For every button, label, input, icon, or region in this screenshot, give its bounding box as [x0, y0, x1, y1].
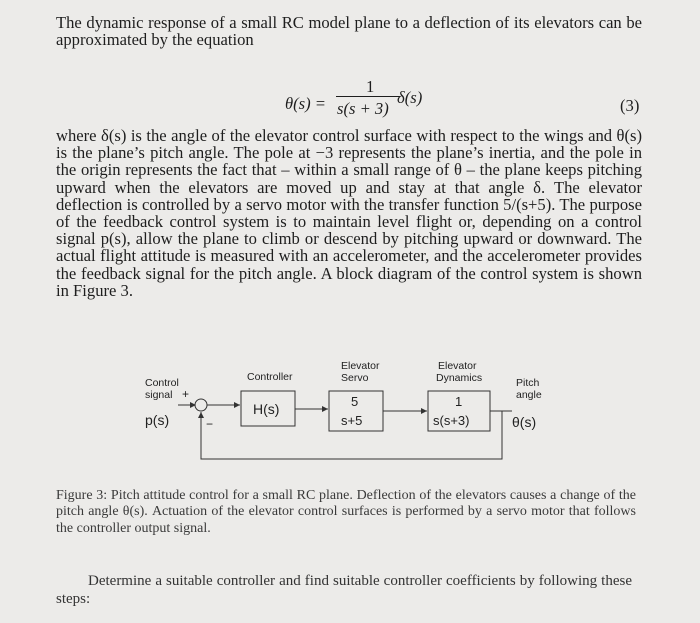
servo-arrowhead	[322, 406, 328, 412]
controller-transfer-function: H(s)	[253, 401, 280, 417]
dynamics-label-line2: Dynamics	[436, 372, 483, 384]
dynamics-label-line1: Elevator	[438, 360, 477, 372]
equation-number: (3)	[620, 96, 640, 115]
controller-label: Controller	[247, 371, 293, 383]
equation-denominator: s(s + 3)	[337, 99, 389, 118]
dynamics-numerator: 1	[455, 394, 463, 409]
servo-denominator: s+5	[341, 413, 363, 428]
intro-paragraph: The dynamic response of a small RC model plane to a deflection of its elevators can be approximated by the equation	[56, 13, 642, 50]
servo-numerator: 5	[351, 394, 359, 409]
servo-label-line2: Servo	[341, 372, 369, 384]
output-label-line2: angle	[516, 389, 542, 401]
figure-caption: Figure 3: Pitch attitude control for a small RC plane. Deflection of the elevators causes a change of the pitch angle θ(s). Actuation of the elevator control surfaces is performed by a servo motor that follows the controller output signal.	[56, 488, 636, 536]
task-paragraph: Determine a suitable controller and find suitable controller coefficients by following these steps:	[56, 573, 632, 607]
input-label-line2: signal	[145, 389, 173, 401]
plus-sign: +	[182, 387, 190, 401]
minus-sign: −	[206, 417, 214, 431]
equation-lhs: θ(s) =	[285, 94, 327, 113]
equation-numerator: 1	[366, 77, 375, 96]
dynamics-denominator: s(s+3)	[433, 413, 470, 428]
dynamics-arrowhead	[421, 408, 427, 414]
servo-label-line1: Elevator	[341, 360, 380, 372]
summing-junction	[195, 399, 207, 411]
output-label-line1: Pitch	[516, 377, 540, 389]
output-variable: θ(s)	[512, 414, 537, 430]
feedback-arrowhead	[198, 412, 204, 418]
input-variable: p(s)	[145, 412, 170, 428]
controller-arrowhead	[234, 402, 240, 408]
body-paragraph: where δ(s) is the angle of the elevator control surface with respect to the wings and θ(s) is the plane’s pitch angle. The pole at −3 represents the plane’s inertia, and the pole in the origin represents the fact that – within a small range of θ – the plane keeps pitching upward when the elevators are moved up and stay at that angle δ. The elevator deflection is controlled by a servo motor with the transfer function 5/(s+5). The purpose of the feedback control system is to maintain level flight or, depending on a control signal p(s), allow the plane to climb or descend by pitching upward or downward. The actual flight attitude is measured with an accelerometer, and the accelerometer provides the feedback signal for the pitch angle. A block diagram of the control system is shown in Figure 3.	[56, 126, 642, 300]
equation-rhs: δ(s)	[397, 88, 423, 107]
input-label-line1: Control	[145, 377, 179, 389]
